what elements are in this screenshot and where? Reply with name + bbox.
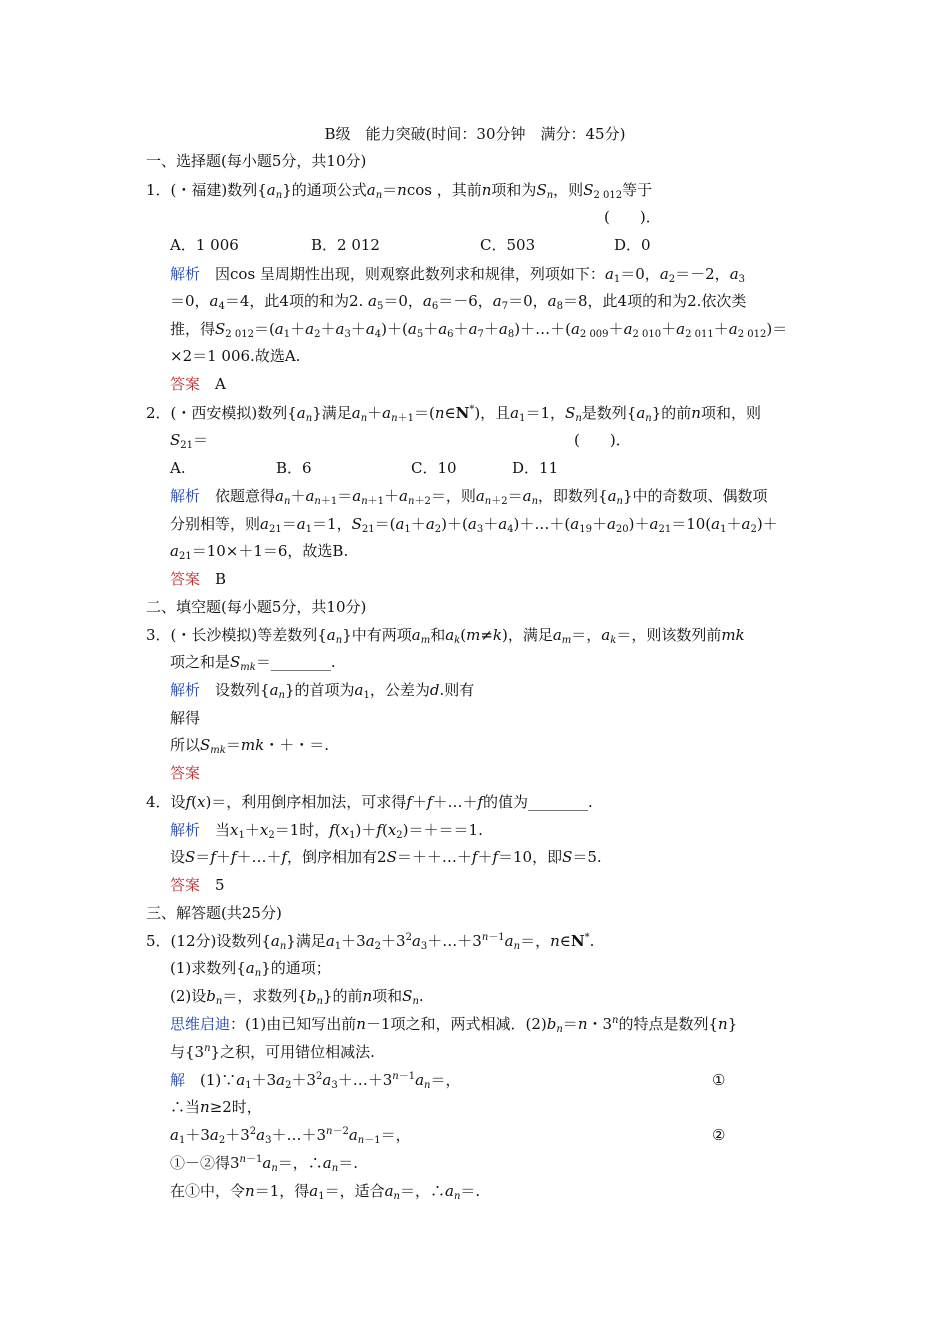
solution-line: ①－②得$3^{n-1}a_n=$，$\therefore a_n=$.	[170, 1154, 358, 1174]
option-d: D．11	[512, 459, 559, 477]
analysis-line: $a_{21}=10\times+1=6$，故选B.	[170, 542, 349, 562]
option-c: C．10	[411, 459, 457, 477]
question-2-stem-cont: $S_{21}=$	[170, 431, 209, 451]
solution-line: 在①中，令n＝1，得$a_1=$，适合$a_n=$，$\therefore a_n=$.	[170, 1182, 481, 1202]
analysis-line: ×2＝1 006.故选A.	[170, 347, 301, 365]
analysis-line: 解析 当$x_1+x_2=1$时，$f(x_1)+f(x_2)=+==1$.	[170, 821, 483, 841]
analysis-label: 解析	[170, 821, 201, 839]
hint-line: 与{3$^n$}之积，可用错位相减法.	[170, 1043, 375, 1061]
answer-label: 答案	[170, 375, 201, 393]
option-b: B．2 012	[311, 236, 380, 254]
option-c: C．503	[480, 236, 536, 254]
answer-label: 答案	[170, 876, 201, 894]
option-a: A.	[170, 459, 186, 477]
final-answer: 答案 B	[170, 570, 227, 588]
option-d: D．0	[614, 236, 651, 254]
analysis-label: 解析	[170, 265, 201, 283]
section-heading-solve: 三、解答题(共25分)	[146, 904, 282, 922]
answer-paren: ( )．	[574, 431, 631, 449]
final-answer: 答案 5	[170, 876, 225, 894]
analysis-line: 设S＝f＋f＋…＋f，倒序相加有2S＝＋＋…＋f＋f＝10，即S＝5.	[170, 848, 602, 866]
question-5-part-2: (2)设$b_n=$，求数列$\{b_n\}$的前n项和$S_n$.	[170, 987, 424, 1007]
solution-line: ∴当n≥2时，	[170, 1098, 262, 1116]
analysis-line: 解析 设数列$\{a_n\}$的首项为$a_1$，公差为d.则有	[170, 681, 475, 701]
analysis-line: 解析 因cos 呈周期性出现，则观察此数列求和规律，列项如下：$a_1=0$，$a_2=-2$，$a_3$	[170, 265, 746, 285]
section-heading-fill: 二、填空题(每小题5分，共10分)	[146, 598, 367, 616]
final-answer: 答案 A	[170, 375, 226, 393]
equation-marker-2: ②	[712, 1126, 726, 1144]
section-heading-choice: 一、选择题(每小题5分，共10分)	[146, 152, 367, 170]
question-4-stem: 4．设f(x)＝，利用倒序相加法，可求得f＋f＋…＋f的值为________.	[146, 793, 593, 811]
question-3-stem-cont: 项之和是$S_{mk}=\_\_\_\_\_\_\_\_$.	[170, 653, 336, 673]
analysis-line: 解得	[170, 709, 201, 727]
answer-paren: ( )．	[604, 208, 661, 226]
question-5-part-1: (1)求数列$\{a_n\}$的通项；	[170, 959, 331, 979]
analysis-line: 所以$S_{mk}=mk$・＋・＝.	[170, 736, 329, 756]
answer-label: 答案	[170, 570, 201, 588]
hint-label: 思维启迪	[170, 1015, 231, 1033]
analysis-label: 解析	[170, 487, 201, 505]
question-1-stem: 1．(・福建)数列$\{a_n\}$的通项公式$a_n=ncos$ ，其前n项和为$S_n$，则$S_{2 012}$等于	[146, 181, 653, 201]
solution-label: 解	[170, 1071, 186, 1089]
option-b: B．6	[276, 459, 312, 477]
option-a: A．1 006	[170, 236, 239, 254]
solution-line: 解 $(1)\because a_1+3a_2+3^2a_3+\dots+3^{n-1}a_n=$，	[170, 1071, 461, 1091]
answer-label: 答案	[170, 764, 201, 782]
question-2-stem: 2．(・西安模拟)数列$\{a_n\}$满足$a_n+a_{n+1}=(n\in N^*)$，且$a_1=1$，$S_n$是数列$\{a_n\}$的前n项和，则	[146, 404, 761, 424]
final-answer	[170, 763, 200, 783]
analysis-line: 解析 依题意得$a_n+a_{n+1}=a_{n+1}+a_{n+2}=$，则$a_{n+2}=a_n$，即数列$\{a_n\}$中的奇数项、偶数项	[170, 487, 768, 507]
page-title: B级 能力突破(时间：30分钟 满分：45分)	[324, 125, 626, 143]
analysis-line: 分别相等，则$a_{21}=a_1=1$，$S_{21}=(a_1+a_2)+(a_3+a_4)+\dots+(a_{19}+a_{20})+a_{21}=10(a_1+a_2)+$	[170, 515, 778, 535]
analysis-line: ＝0，$a_4=4$，此4项的和为2. $a_5=0$，$a_6=-6$，$a_7=0$，$a_8=8$，此4项的和为2.依次类	[170, 292, 747, 312]
analysis-line: 推，得$S_{2 012}=(a_1+a_2+a_3+a_4)+(a_5+a_6+a_7+a_8)+\dots+(a_{2 009}+a_{2 010}+a_{2 011}+a_{2 012})=$	[170, 320, 788, 340]
hint-line: 思维启迪：(1)由已知写出前n－1项之和，两式相减．$(2)b_n=n$・3$^n$的特点是数列{n}	[170, 1015, 738, 1035]
question-3-stem: 3．(・长沙模拟)等差数列$\{a_n\}$中有两项$a_m$和$a_k(m\ne k)$，满足$a_m=$，$a_k=$，则该数列前mk	[146, 626, 745, 646]
equation-marker-1: ①	[712, 1071, 726, 1089]
analysis-label: 解析	[170, 681, 201, 699]
solution-line: $a_1+3a_2+3^2a_3+\dots+3^{n-2}a_{n-1}=$，	[170, 1126, 411, 1146]
question-5-stem: 5．(12分)设数列$\{a_n\}$满足$a_1+3a_2+3^2a_3+\dots+3^{n-1}a_n=$，n∈N*.	[146, 932, 595, 952]
